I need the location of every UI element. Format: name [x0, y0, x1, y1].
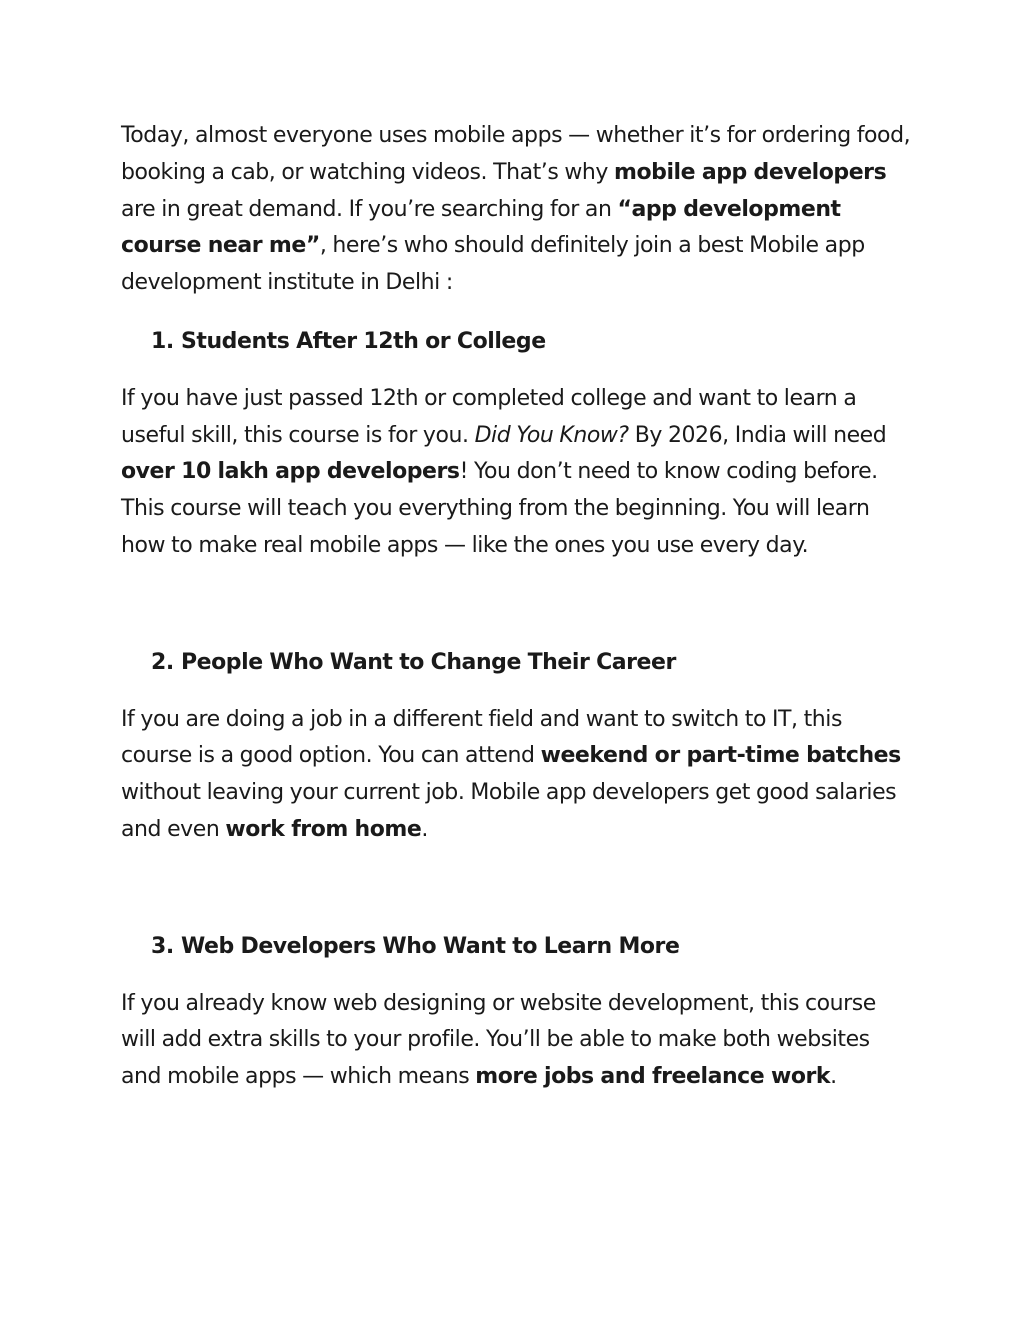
section-2-paragraph [121, 702, 911, 849]
document-page [121, 118, 911, 1096]
section-3-title: Web Developers Who Want to Learn More [181, 933, 680, 959]
section-3-number: 3. [151, 933, 174, 959]
section-2-bold-2: work from home [225, 816, 422, 842]
section-1-text-3: ! You don’t need to know coding before. This course will teach you everything from the beginning. You will learn how to make real mobile apps — like the ones you use every day. [121, 459, 878, 558]
section-2-text-3: . [421, 816, 428, 842]
section-2-text-2: without leaving your current job. Mobile app developers get good salaries and even [121, 780, 897, 842]
section-2-bold-1: weekend or part-time batches [540, 743, 901, 769]
section-1-heading [121, 324, 911, 361]
intro-text-2: are in great demand. If you’re searching for an [121, 196, 618, 222]
section-1-bold-1: over 10 lakh app developers [121, 459, 460, 485]
section-1-text-2: By 2026, India will need [628, 422, 887, 448]
section-1-title: Students After 12th or College [181, 328, 546, 354]
section-1-number: 1. [151, 328, 174, 354]
intro-text-1: Today, almost everyone uses mobile apps — whether it’s for ordering food, booking a cab, or watching videos. That’s why [121, 123, 911, 185]
intro-bold-2: “app development course near me” [121, 196, 841, 259]
section-1-text-1: If you have just passed 12th or completed college and want to learn a useful skill, this course is for you. [121, 385, 857, 448]
intro-bold-1: mobile app developers [614, 159, 887, 185]
section-3-bold-1: more jobs and freelance work [475, 1064, 831, 1090]
section-2-title: People Who Want to Change Their Career [181, 649, 676, 675]
intro-paragraph [121, 118, 911, 302]
intro-text-3: , here’s who should definitely join a best Mobile app development institute in Delhi : [121, 233, 865, 296]
section-3-text-2: . [830, 1064, 837, 1090]
section-3-heading [121, 929, 911, 966]
section-1-italic-1: Did You Know? [474, 422, 629, 448]
section-2-text-1: If you are doing a job in a different field and want to switch to IT, this course is a good option. You can attend [121, 706, 842, 769]
section-2-heading [121, 645, 911, 682]
section-3-text-1: If you already know web designing or website development, this course will add extra skills to your profile. You’ll be able to make both websites and mobile apps — which means [121, 990, 876, 1090]
section-1-paragraph [121, 381, 911, 565]
section-2-number: 2. [151, 649, 174, 675]
section-3-paragraph [121, 986, 911, 1096]
